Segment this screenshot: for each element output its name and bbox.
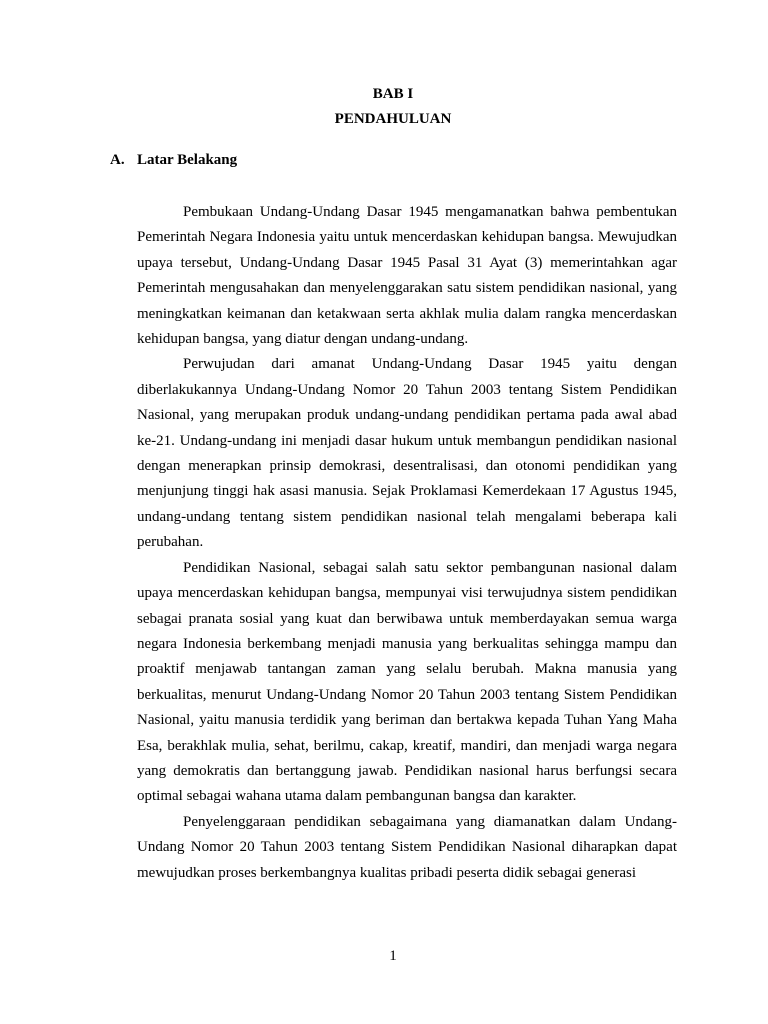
paragraph: Perwujudan dari amanat Undang-Undang Dasar 1945 yaitu dengan diberlakukannya Undang-Undang Nomor 20 Tahun 2003 tentang Sistem Pendidikan Nasional, yang merupakan produk undang-undang pendidikan pertama pada awal abad ke-21. Undang-undang ini menjadi dasar hukum untuk membangun pendidikan nasional dengan menerapkan prinsip demokrasi, desentralisasi, dan otonomi pendidikan yang menjunjung tinggi hak asasi manusia. Sejak Proklamasi Kemerdekaan 17 Agustus 1945, undang-undang tentang sistem pendidikan nasional telah mengalami beberapa kali perubahan. — [137, 356, 677, 551]
section-heading — [110, 152, 237, 169]
chapter-title: PENDAHULUAN — [334, 111, 452, 127]
chapter-number: BAB I — [372, 86, 414, 102]
section-title: Latar Belakang — [137, 152, 238, 168]
paragraph: Penyelenggaraan pendidikan sebagaimana yang diamanatkan dalam Undang-Undang Nomor 20 Tahun 2003 tentang Sistem Pendidikan Nasional diharapkan dapat mewujudkan proses berkembangnya kualitas pribadi peserta didik sebagai generasi — [137, 813, 677, 881]
page-number: 1 — [389, 948, 397, 964]
paragraph: Pendidikan Nasional, sebagai salah satu sektor pembangunan nasional dalam upaya mencerdaskan kehidupan bangsa, mempunyai visi terwujudnya sistem pendidikan sebagai pranata sosial yang kuat dan berwibawa untuk memberdayakan semua warga negara Indonesia berkembang menjadi manusia yang berkualitas sehingga mampu dan proaktif menjawab tantangan zaman yang selalu berubah. Makna manusia yang berkualitas, menurut Undang-Undang Nomor 20 Tahun 2003 tentang Sistem Pendidikan Nasional, yaitu manusia terdidik yang beriman dan bertakwa kepada Tuhan Yang Maha Esa, berakhlak mulia, sehat, berilmu, cakap, kreatif, mandiri, dan menjadi warga negara yang demokratis dan bertanggung jawab. Pendidikan nasional harus berfungsi secara optimal sebagai wahana utama dalam pembangunan bangsa dan karakter. — [137, 559, 677, 805]
paragraph: Pembukaan Undang-Undang Dasar 1945 mengamanatkan bahwa pembentukan Pemerintah Negara Indonesia yaitu untuk mencerdaskan kehidupan bangsa. Mewujudkan upaya tersebut, Undang-Undang Dasar 1945 Pasal 31 Ayat (3) memerintahkan agar Pemerintah mengusahakan dan menyelenggarakan satu sistem pendidikan nasional, yang meningkatkan keimanan dan ketakwaan serta akhlak mulia dalam rangka mencerdaskan kehidupan bangsa, yang diatur dengan undang-undang. — [137, 204, 677, 348]
body-text — [137, 200, 677, 886]
section-letter: A. — [110, 152, 125, 168]
